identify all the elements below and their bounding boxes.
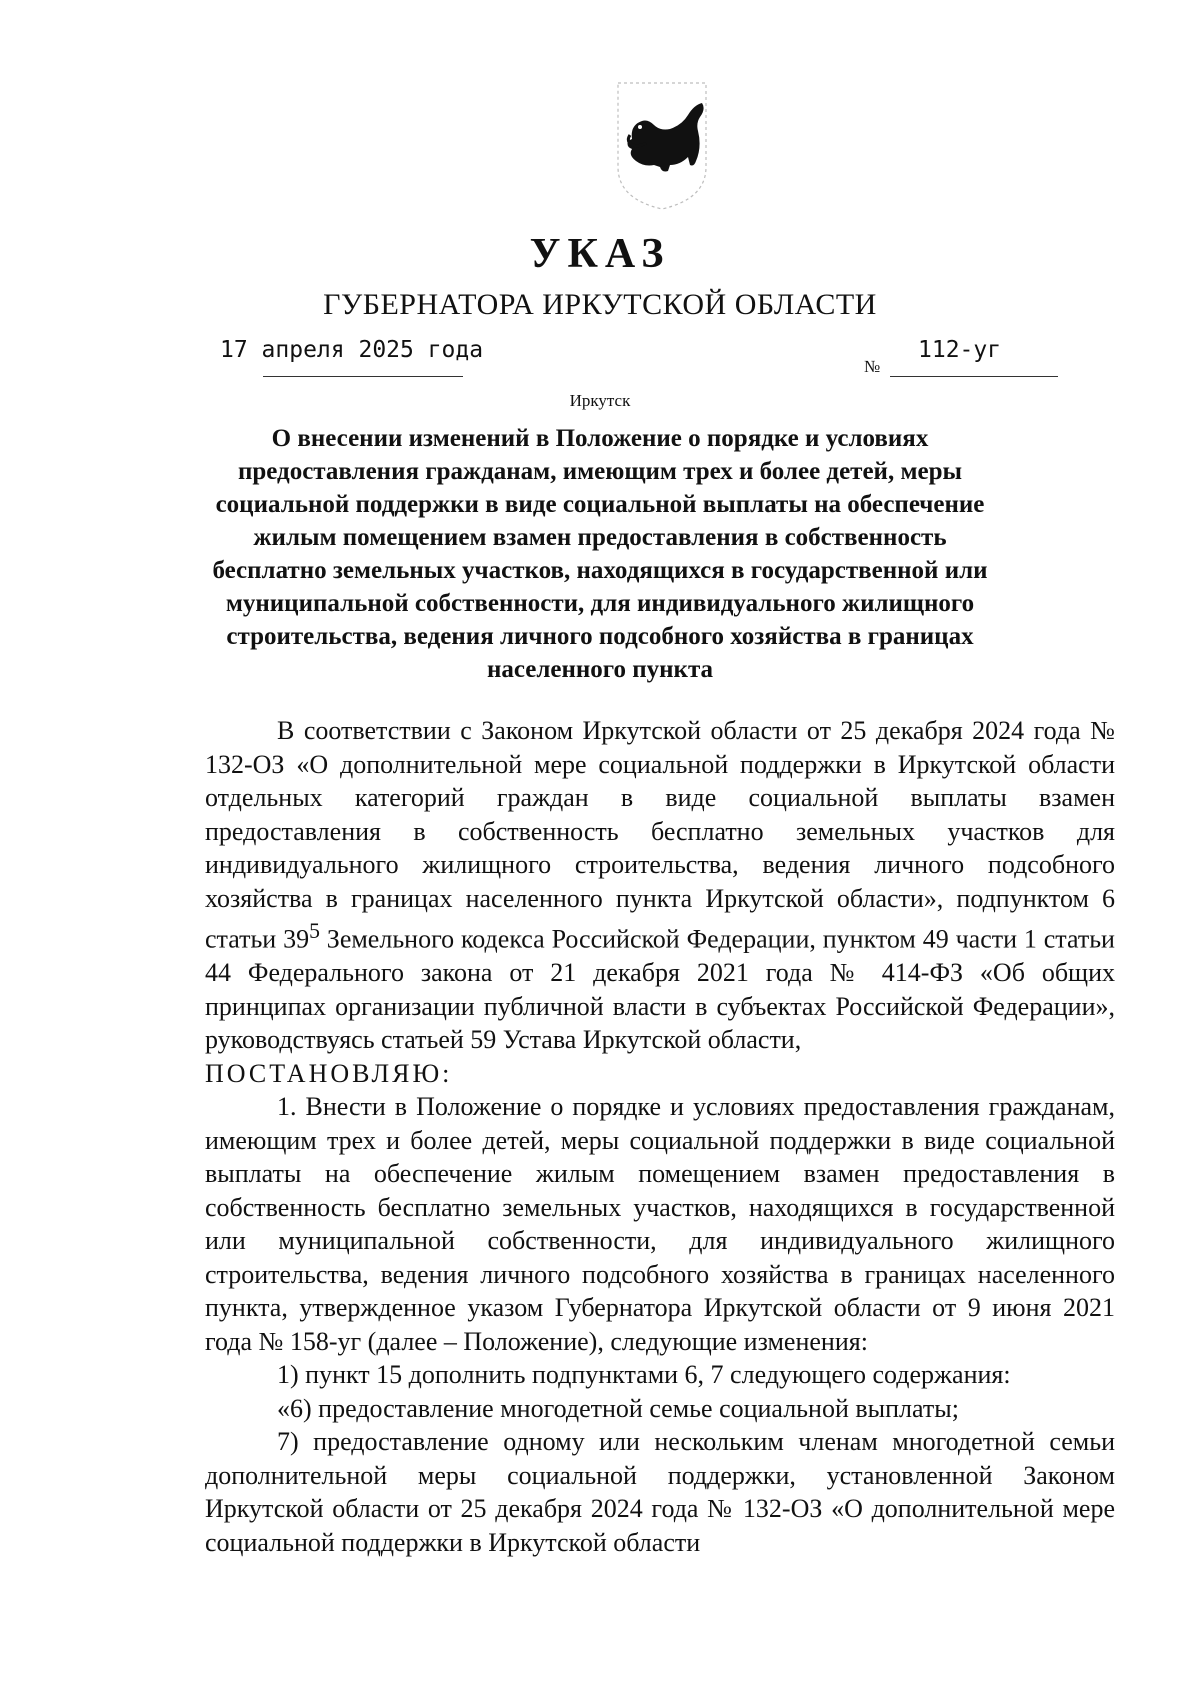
decree-number: 112-уг (918, 337, 1002, 363)
item-1-paragraph: 1. Внести в Положение о порядке и условиях предоставления гражданам, имеющим трех и более детей, меры социальной поддержки в виде социальной выплаты на обеспечение жилым помещением взамен предоставления в собственность бесплатно земельных участков, находящихся в государственной или муниципальной собственности, для индивидуального жилищного строительства, ведения личного подсобного хозяйства в границах населенного пункта, утвержденное указом Губернатора Иркутской области от 9 июня 2021 года № 158-уг (далее – Положение), следующие изменения: (205, 1092, 1115, 1356)
issuer-title: ГУБЕРНАТОРА ИРКУТСКОЙ ОБЛАСТИ (323, 288, 877, 321)
date-underline (263, 376, 463, 377)
subitem-1-6-paragraph: «6) предоставление многодетной семье социальной выплаты; (277, 1393, 959, 1423)
number-sign: № (864, 357, 881, 376)
preamble-text-a: В соответствии с Законом Иркутской области от 25 декабря 2024 года № 132-ОЗ «О дополнительной мере социальной поддержки в Иркутской области отдельных категорий граждан в виде социальной выплаты взамен предоставления в собственность бесплатно земельных участков для индивидуального жилищного строительства, ведения личного подсобного хозяйства в границах населенного пункта Иркутской области», подпунктом 6 статьи 39 (205, 716, 1115, 954)
number-underline (890, 376, 1058, 377)
document-heading: О внесении изменений в Положение о порядке и условиях предоставления гражданам, имеющим трех и более детей, меры социальной поддержки в виде социальной выплаты на обеспечение жилым помещением взамен предоставления в собственность бесплатно земельных участков, находящихся в государственной или муниципальной собственности, для индивидуального жилищного строительства, ведения личного подсобного хозяйства в границах населенного пункта (212, 425, 988, 683)
decree-date: 17 апреля 2025 года (220, 337, 484, 363)
article-superscript: 5 (309, 919, 320, 943)
preamble-text-b: Земельного кодекса Российской Федерации, пунктом 49 части 1 статьи 44 Федерального закона от 21 декабря 2021 года № 414-ФЗ «Об общих принципах организации публичной власти в субъектах Российской Федерации», руководствуясь статьей 59 Устава Иркутской области, (205, 924, 1115, 1055)
resolve-word: ПОСТАНОВЛЯЮ: (205, 1058, 453, 1088)
subitem-1-7-paragraph: 7) предоставление одному или нескольким членам многодетной семьи дополнительной меры социальной поддержки, установленной Законом Иркутской области от 25 декабря 2024 года № 132-ОЗ «О дополнительной мере социальной поддержки в Иркутской области (205, 1427, 1115, 1557)
subitem-1-paragraph: 1) пункт 15 дополнить подпунктами 6, 7 следующего содержания: (277, 1360, 1011, 1390)
preamble-paragraph (205, 714, 1115, 1057)
document-body (205, 714, 1115, 1559)
irkutsk-coat-of-arms-emblem (610, 75, 714, 213)
city-name: Иркутск (569, 391, 631, 410)
decree-title: УКАЗ (529, 231, 671, 277)
